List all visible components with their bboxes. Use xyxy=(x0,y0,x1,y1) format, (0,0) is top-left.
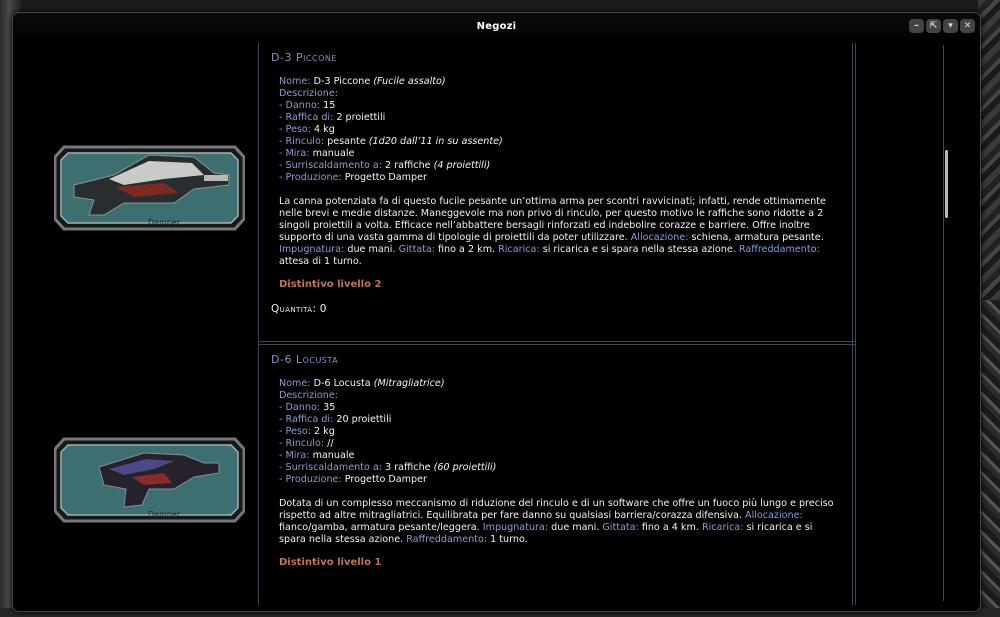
weapon-image-piccone xyxy=(54,145,245,231)
quantity-label: Quantità: xyxy=(271,303,317,315)
peso-label: - Peso: xyxy=(279,426,311,437)
impugnatura-label: Impugnatura: xyxy=(482,522,549,533)
mira-label: - Mira: xyxy=(279,450,310,461)
surriscaldamento-label: - Surriscaldamento a: xyxy=(279,462,382,473)
raffica-label: - Raffica di: xyxy=(279,414,334,425)
popout-icon[interactable]: ⇱ xyxy=(926,19,941,33)
damper-logo-1: Damper xyxy=(148,218,181,227)
raffica-label: - Raffica di: xyxy=(279,112,334,123)
close-icon[interactable]: ✕ xyxy=(960,19,975,33)
mira-label: - Mira: xyxy=(279,148,310,159)
allocazione-label: Allocazione: xyxy=(630,232,689,243)
raffreddamento-value: 1 turno. xyxy=(490,534,528,545)
raffica-value: 20 proiettili xyxy=(336,414,392,425)
danno-label: - Danno: xyxy=(279,402,321,413)
dropdown-icon[interactable]: ▾ xyxy=(943,19,958,33)
allocazione-value: schiena, armatura pesante. xyxy=(691,232,824,243)
item-title: D-6 Locusta xyxy=(271,353,339,366)
column-divider-left xyxy=(258,43,259,605)
window-title: Negozi xyxy=(476,21,517,32)
shop-item-piccone xyxy=(271,51,851,315)
produzione-value: Progetto Damper xyxy=(344,172,427,183)
rinculo-value: pesante xyxy=(327,136,366,147)
danno-label: - Danno: xyxy=(279,100,321,111)
level-badge: Distintivo livello 2 xyxy=(279,279,382,290)
level-badge: Distintivo livello 1 xyxy=(279,557,382,568)
raffreddamento-label: Raffreddamento: xyxy=(738,244,820,255)
name-label: Nome: xyxy=(279,378,311,389)
raffica-value: 2 proiettili xyxy=(336,112,386,123)
surriscaldamento-value: 2 raffiche xyxy=(385,160,431,171)
gittata-label: Gittata: xyxy=(398,244,435,255)
row-divider xyxy=(258,341,856,342)
rinculo-value: // xyxy=(327,438,334,449)
impugnatura-value: due mani. xyxy=(551,522,600,533)
produzione-label: - Produzione: xyxy=(279,474,342,485)
item-description xyxy=(279,196,841,268)
scrollbar-track[interactable] xyxy=(943,45,944,601)
raffreddamento-value: attesa di 1 turno. xyxy=(279,256,362,267)
impugnatura-label: Impugnatura: xyxy=(279,244,345,255)
minimize-icon[interactable]: – xyxy=(909,19,924,33)
window-titlebar[interactable] xyxy=(13,13,980,39)
desktop-background-right-lower xyxy=(978,300,1000,617)
surriscaldamento-value: 3 raffiche xyxy=(385,462,431,473)
damper-logo-2: Damper xyxy=(148,510,181,519)
name-value: D-3 Piccone xyxy=(313,76,371,87)
allocazione-value: fianco/gamba, armatura pesante/leggera. xyxy=(279,522,480,533)
produzione-value: Progetto Damper xyxy=(344,474,427,485)
surriscaldamento-note: (60 proiettili) xyxy=(433,462,497,473)
rinculo-label: - Rinculo: xyxy=(279,136,325,147)
description-text: La canna potenziata fa di questo fucile pesante un’ottima arma per scontri ravvicinati; infatti, rende ottimamente nelle brevi e medie distanze. Maneggevole ma non privo di rinculo, per questo motivo le raffiche sono ridotte a 2 singoli proiettili a volta. Efficace nell’abbattere bersagli rinforzati ed indebolire corazze e barriere. Offre inoltre supporto di una vasta gamma di tipologie di proiettili da poter utilizzare. xyxy=(279,196,826,243)
scrollbar-thumb[interactable] xyxy=(945,150,948,218)
surriscaldamento-note: (4 proiettili) xyxy=(433,160,491,171)
weapon-image-locusta xyxy=(54,437,245,523)
gittata-value: fino a 4 km. xyxy=(641,522,699,533)
produzione-label: - Produzione: xyxy=(279,172,342,183)
peso-value: 2 kg xyxy=(314,426,335,437)
description-text: Dotata di un complesso meccanismo di riduzione del rinculo e di un software che offre un fuoco più lungo e preciso rispetto ad altre mitragliatrici. Equilibrata per fare danno su qualsiasi barriera/corazza difensiva. xyxy=(279,498,834,521)
name-type: (Fucile assalto) xyxy=(373,76,446,87)
name-value: D-6 Locusta xyxy=(313,378,371,389)
raffreddamento-label: Raffreddamento: xyxy=(406,534,488,545)
shop-item-locusta xyxy=(271,353,851,568)
item-title: D-3 Piccone xyxy=(271,51,337,64)
item-stats xyxy=(279,76,851,184)
description-label: Descrizione: xyxy=(279,390,338,401)
gittata-value: fino a 2 km. xyxy=(438,244,496,255)
ricarica-label: Ricarica: xyxy=(701,522,744,533)
name-type: (Mitragliatrice) xyxy=(373,378,445,389)
surriscaldamento-label: - Surriscaldamento a: xyxy=(279,160,382,171)
ricarica-value: si ricarica e si spara nella stessa azione. xyxy=(279,522,813,545)
column-divider-middle-2 xyxy=(855,43,856,605)
ricarica-label: Ricarica: xyxy=(498,244,540,255)
quantity-row xyxy=(271,303,851,315)
name-label: Nome: xyxy=(279,76,311,87)
peso-label: - Peso: xyxy=(279,124,311,135)
quantity-value[interactable]: 0 xyxy=(319,303,327,315)
impugnatura-value: due mani. xyxy=(347,244,396,255)
column-divider-middle xyxy=(852,43,853,605)
shop-window xyxy=(12,12,981,612)
mira-value: manuale xyxy=(312,450,355,461)
peso-value: 4 kg xyxy=(314,124,335,135)
rinculo-label: - Rinculo: xyxy=(279,438,325,449)
danno-value: 35 xyxy=(323,402,336,413)
rinculo-note: (1d20 dall’11 in su assente) xyxy=(368,136,503,147)
item-description xyxy=(279,498,841,546)
item-stats xyxy=(279,378,851,486)
description-label: Descrizione: xyxy=(279,88,338,99)
row-divider-2 xyxy=(258,344,856,345)
mira-value: manuale xyxy=(312,148,355,159)
allocazione-label: Allocazione: xyxy=(745,510,803,521)
window-controls xyxy=(909,19,975,33)
gittata-label: Gittata: xyxy=(602,522,639,533)
danno-value: 15 xyxy=(323,100,336,111)
ricarica-value: si ricarica e si spara nella stessa azione. xyxy=(542,244,736,255)
